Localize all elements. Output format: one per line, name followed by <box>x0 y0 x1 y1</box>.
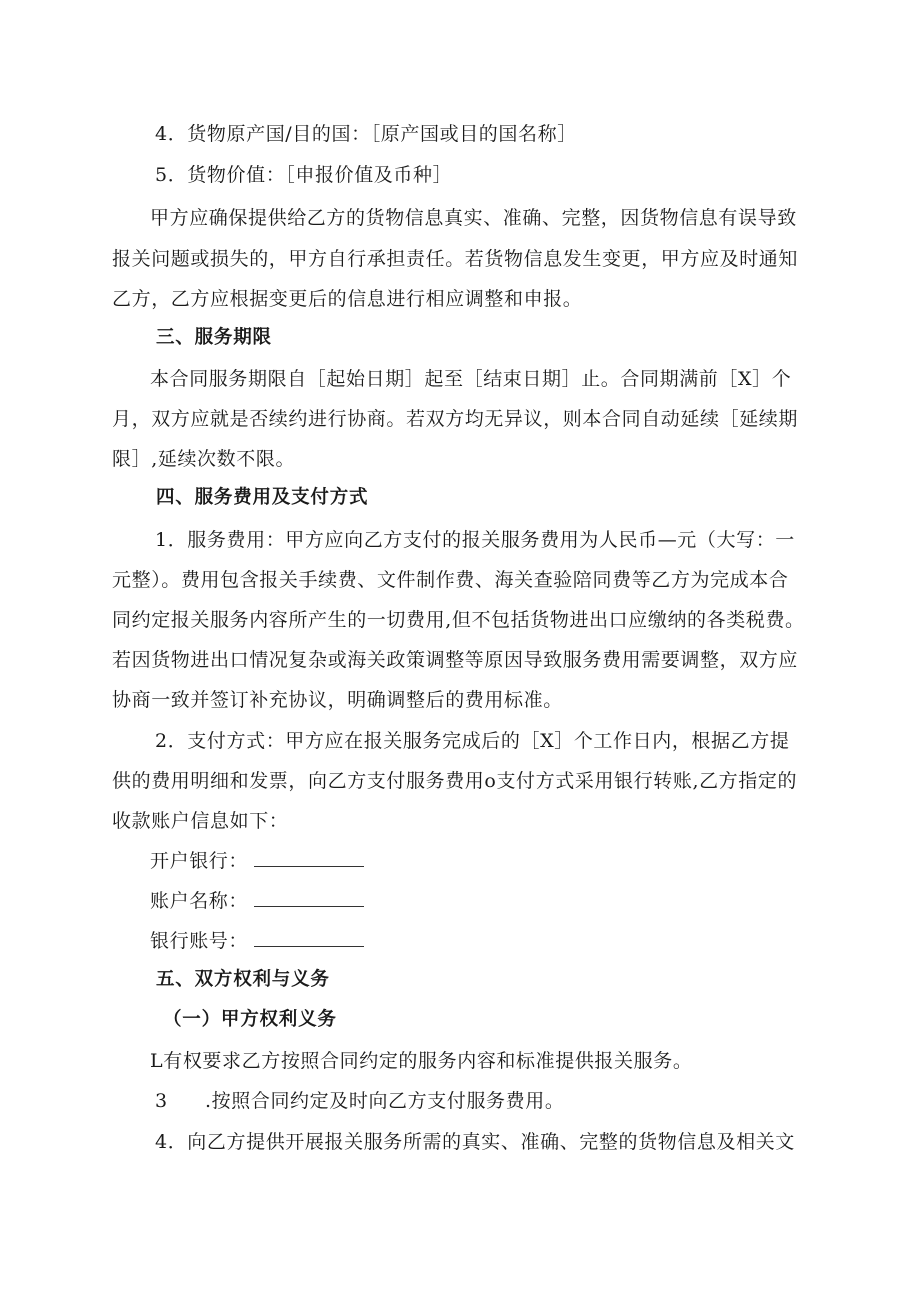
account-name-row <box>150 888 364 914</box>
subsection-heading: （一）甲方权利义务 <box>163 1009 337 1030</box>
paragraph-line: 协商一致并签订补充协议，明确调整后的费用标准。 <box>112 689 563 711</box>
bank-blank <box>254 848 364 867</box>
rights-item-text: .按照合同约定及时向乙方支付服务费用。 <box>205 1090 565 1112</box>
item-goods-origin: 4．货物原产国/目的国：［原产国或目的国名称］ <box>155 123 577 145</box>
account-name-blank <box>254 888 364 907</box>
paragraph-line: 限］,延续次数不限。 <box>112 448 296 470</box>
paragraph-line: 报关问题或损失的，甲方自行承担责任。若货物信息发生变更，甲方应及时通知 <box>112 248 799 270</box>
paragraph-line: 1．服务费用：甲方应向乙方支付的报关服务费用为人民币—元（大写：一 <box>155 529 795 551</box>
rights-item: L有权要求乙方按照合同约定的服务内容和标准提供报关服务。 <box>150 1050 693 1072</box>
account-number-row <box>150 928 364 954</box>
section-heading: 四、服务费用及支付方式 <box>156 487 369 508</box>
rights-item-number: 3 <box>155 1090 168 1112</box>
paragraph-line: 月，双方应就是否续约进行协商。若双方均无异议，则本合同自动延续［延续期 <box>112 408 799 430</box>
section-heading: 三、服务期限 <box>156 327 272 348</box>
paragraph-line: 2．支付方式：甲方应在报关服务完成后的［X］个工作日内，根据乙方提 <box>155 730 790 752</box>
paragraph-line: 供的费用明细和发票，向乙方支付服务费用o支付方式采用银行转账,乙方指定的 <box>112 770 798 792</box>
paragraph-line: 收款账户信息如下： <box>112 810 289 832</box>
item-goods-value: 5．货物价值：［申报价值及币种］ <box>155 164 453 186</box>
account-name-label: 账户名称： <box>150 890 249 912</box>
paragraph-line: 乙方，乙方应根据变更后的信息进行相应调整和申报。 <box>112 288 583 310</box>
rights-item <box>155 1088 564 1114</box>
paragraph-line: 甲方应确保提供给乙方的货物信息真实、准确、完整，因货物信息有误导致 <box>150 207 797 229</box>
rights-item: 4．向乙方提供开展报关服务所需的真实、准确、完整的货物信息及相关文 <box>155 1131 795 1153</box>
paragraph-line: 元整）。费用包含报关手续费、文件制作费、海关查验陪同费等乙方为完成本合 <box>112 569 789 591</box>
paragraph-line: 同约定报关服务内容所产生的一切费用,但不包括货物进出口应缴纳的各类税费。 <box>112 609 805 631</box>
bank-label: 开户银行： <box>150 850 249 872</box>
account-number-blank <box>254 928 364 947</box>
paragraph-line: 本合同服务期限自［起始日期］起至［结束日期］止。合同期满前［X］个 <box>150 368 792 390</box>
paragraph-line: 若因货物进出口情况复杂或海关政策调整等原因导致服务费用需要调整，双方应 <box>112 649 799 671</box>
bank-field-row <box>150 848 364 874</box>
section-heading: 五、双方权利与义务 <box>156 969 330 990</box>
account-number-label: 银行账号： <box>150 930 249 952</box>
